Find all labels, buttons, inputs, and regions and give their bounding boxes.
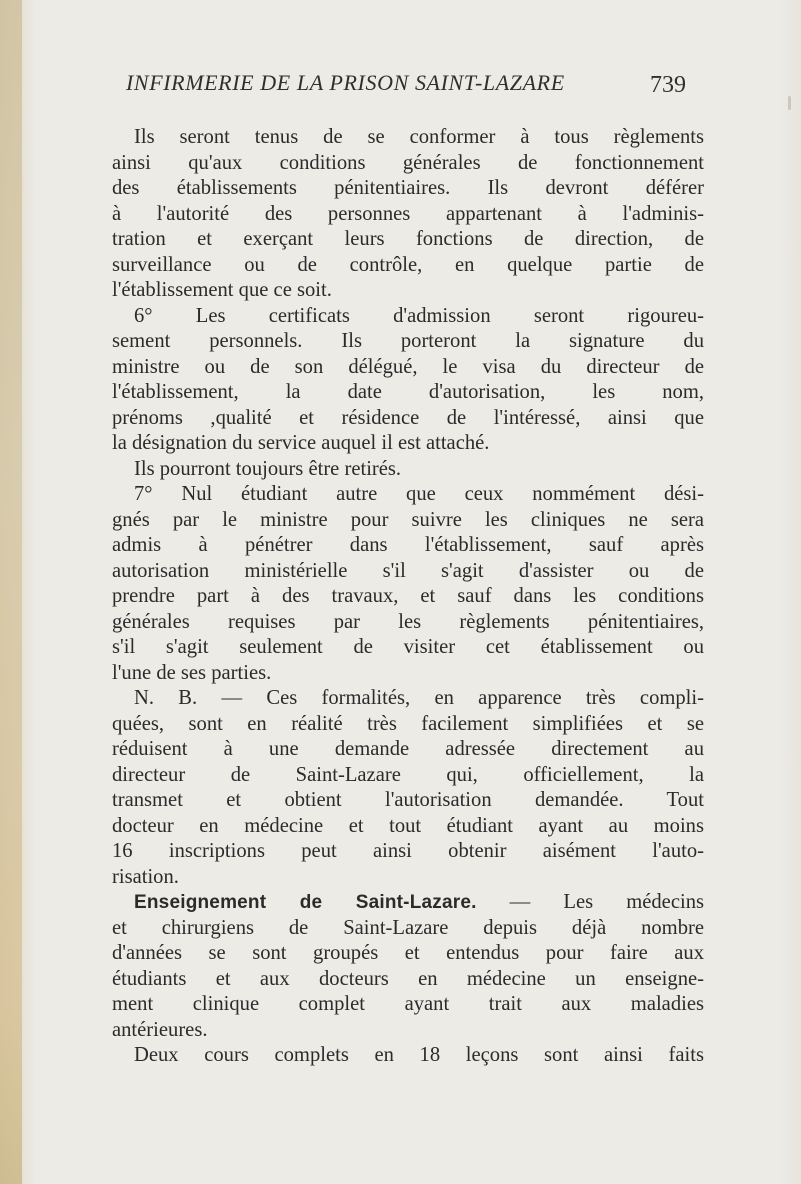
text-line: transmet et obtient l'autorisation demandée. Tout	[112, 789, 704, 811]
text-line: admis à pénétrer dans l'établissement, sauf après	[112, 534, 704, 556]
text-line: Ils seront tenus de se conformer à tous règlements	[134, 126, 704, 148]
running-header	[126, 70, 706, 96]
text-line: l'établissement que ce soit.	[112, 279, 332, 301]
text-line: l'établissement, la date d'autorisation, les nom,	[112, 381, 704, 403]
text-line: quées, sont en réalité très facilement simplifiées et se	[112, 712, 704, 735]
text-line: l'une de ses parties.	[112, 661, 272, 684]
text-line: à l'autorité des personnes appartenant à l'adminis-	[112, 202, 704, 225]
text-line: docteur en médecine et tout étudiant ayant au moins	[112, 814, 704, 837]
section-heading-continuation: — Les médecins	[476, 891, 704, 913]
page-gutter-shadow	[0, 0, 22, 1184]
text-line: N. B. — Ces formalités, en apparence très compli-	[134, 687, 704, 709]
text-line: et chirurgiens de Saint-Lazare depuis déjà nombre	[112, 916, 704, 939]
text-line: 6° Les certificats d'admission seront rigoureu-	[134, 304, 704, 327]
text-line: tration et exerçant leurs fonctions de direction, de	[112, 228, 704, 250]
text-line: prénoms ,qualité et résidence de l'intéressé, ainsi que	[112, 406, 704, 429]
page-number: 739	[650, 72, 686, 98]
text-line: 16 inscriptions peut ainsi obtenir aisément l'auto-	[112, 840, 704, 862]
text-line: la désignation du service auquel il est attaché.	[112, 432, 490, 454]
text-line: risation.	[112, 865, 179, 888]
text-line: ment clinique complet ayant trait aux maladies	[112, 993, 704, 1015]
text-line: étudiants et aux docteurs en médecine un enseigne-	[112, 967, 704, 990]
text-line: d'années se sont groupés et entendus pour faire aux	[112, 942, 704, 964]
text-line: générales requises par les règlements pénitentiaires,	[112, 610, 704, 633]
text-line: gnés par le ministre pour suivre les cliniques ne sera	[112, 508, 704, 531]
text-line: directeur de Saint-Lazare qui, officiellement, la	[112, 763, 704, 786]
text-line: ainsi qu'aux conditions générales de fonctionnement	[112, 151, 704, 174]
text-line: Deux cours complets en 18 leçons sont ainsi faits	[134, 1044, 704, 1066]
text-line: autorisation ministérielle s'il s'agit d'assister ou de	[112, 559, 704, 582]
text-line: ministre ou de son délégué, le visa du directeur de	[112, 355, 704, 378]
text-line: réduisent à une demande adressée directement au	[112, 738, 704, 760]
body-text	[112, 125, 704, 1069]
paper-mark	[788, 96, 791, 110]
header-title: INFIRMERIE DE LA PRISON SAINT-LAZARE	[126, 70, 565, 95]
text-line: prendre part à des travaux, et sauf dans les conditions	[112, 585, 704, 607]
text-line: antérieures.	[112, 1018, 208, 1041]
section-heading-line	[112, 890, 704, 916]
text-line: surveillance ou de contrôle, en quelque partie de	[112, 253, 704, 276]
text-line: sement personnels. Ils porteront la signature du	[112, 330, 704, 352]
text-line: s'il s'agit seulement de visiter cet établissement ou	[112, 636, 704, 658]
section-heading: Enseignement de Saint-Lazare.	[134, 892, 477, 913]
text-line: 7° Nul étudiant autre que ceux nommément dési-	[134, 483, 704, 505]
text-line: des établissements pénitentiaires. Ils devront déférer	[112, 177, 704, 199]
text-line: Ils pourront toujours être retirés.	[134, 457, 402, 480]
